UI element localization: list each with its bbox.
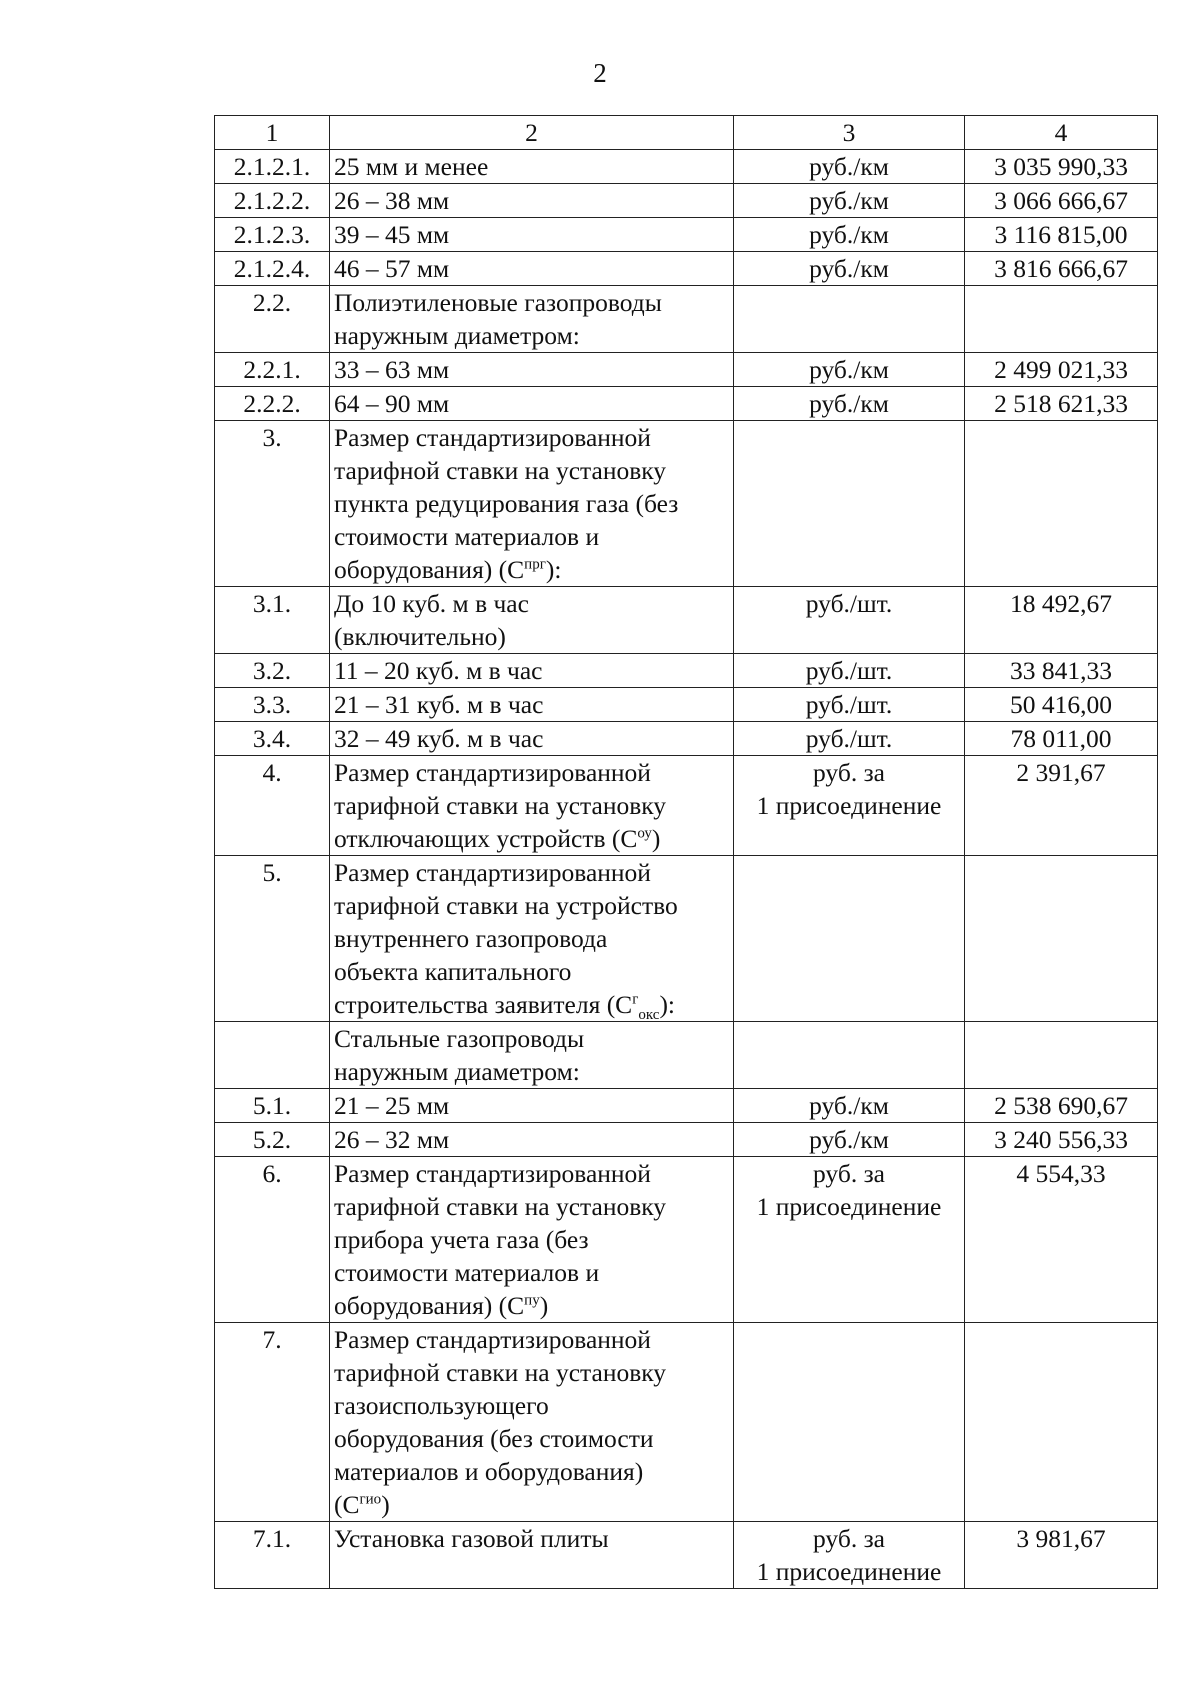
row-value (965, 1022, 1158, 1089)
row-description (330, 756, 734, 856)
row-number: 3.3. (215, 688, 330, 722)
row-number: 5.1. (215, 1089, 330, 1123)
row-unit: руб./шт. (734, 722, 965, 756)
formula-superscript: прг (524, 556, 546, 573)
description-line: пункта редуцирования газа (без (334, 489, 679, 518)
row-value: 3 981,67 (965, 1522, 1158, 1589)
row-number: 6. (215, 1157, 330, 1323)
row-number: 5.2. (215, 1123, 330, 1157)
column-header-1: 1 (215, 116, 330, 150)
row-unit (734, 856, 965, 1022)
row-value: 2 499 021,33 (965, 353, 1158, 387)
unit-line: 1 присоединение (756, 1192, 942, 1221)
column-header-2: 2 (330, 116, 734, 150)
row-number: 4. (215, 756, 330, 856)
table-row (215, 218, 1158, 252)
description-line: Полиэтиленовые газопроводы (334, 288, 662, 317)
table-row (215, 856, 1158, 1022)
row-number: 3.1. (215, 587, 330, 654)
description-line: стоимости материалов и (334, 522, 600, 551)
formula-subscript: окс (638, 1007, 660, 1024)
row-value: 2 391,67 (965, 756, 1158, 856)
row-number: 3.4. (215, 722, 330, 756)
description-line: строительства заявителя (С (334, 990, 633, 1019)
row-unit: руб./км (734, 184, 965, 218)
table-row (215, 150, 1158, 184)
row-unit: руб./км (734, 218, 965, 252)
row-unit: руб./шт. (734, 654, 965, 688)
formula-superscript: пу (524, 1292, 540, 1309)
row-number: 2.2.2. (215, 387, 330, 421)
description-line: тарифной ставки на установку (334, 1358, 667, 1387)
table-row (215, 286, 1158, 353)
unit-line: 1 присоединение (756, 791, 942, 820)
table-row (215, 756, 1158, 856)
row-unit: руб./км (734, 353, 965, 387)
table-row (215, 353, 1158, 387)
row-description: 39 – 45 мм (330, 218, 734, 252)
row-number: 2.1.2.2. (215, 184, 330, 218)
row-number: 3.2. (215, 654, 330, 688)
row-number: 2.1.2.3. (215, 218, 330, 252)
table-row (215, 252, 1158, 286)
row-description (330, 587, 734, 654)
formula-tail: ): (659, 990, 676, 1019)
formula-tail: ) (539, 1291, 549, 1320)
row-description (330, 1323, 734, 1522)
row-description: 11 – 20 куб. м в час (330, 654, 734, 688)
column-header-4: 4 (965, 116, 1158, 150)
tariff-table (214, 115, 1158, 1589)
description-line: Размер стандартизированной (334, 1325, 651, 1354)
row-description: Установка газовой плиты (330, 1522, 734, 1589)
row-unit (734, 756, 965, 856)
table-header-row (215, 116, 1158, 150)
column-header-3: 3 (734, 116, 965, 150)
table-row (215, 1323, 1158, 1522)
page-number: 2 (593, 58, 607, 88)
row-description: 64 – 90 мм (330, 387, 734, 421)
row-value (965, 1323, 1158, 1522)
row-number: 2.2.1. (215, 353, 330, 387)
description-line: прибора учета газа (без (334, 1225, 589, 1254)
table-row (215, 1022, 1158, 1089)
row-description: 46 – 57 мм (330, 252, 734, 286)
description-line: тарифной ставки на устройство (334, 891, 678, 920)
description-line: наружным диаметром: (334, 321, 580, 350)
row-unit: руб./км (734, 1089, 965, 1123)
row-description: 33 – 63 мм (330, 353, 734, 387)
table-row (215, 1522, 1158, 1589)
description-line: стоимости материалов и (334, 1258, 600, 1287)
row-description: 26 – 32 мм (330, 1123, 734, 1157)
row-value: 18 492,67 (965, 587, 1158, 654)
row-value (965, 286, 1158, 353)
description-line: Стальные газопроводы (334, 1024, 585, 1053)
row-number: 3. (215, 421, 330, 587)
description-line: Размер стандартизированной (334, 858, 651, 887)
formula-superscript: оу (637, 825, 652, 842)
row-number: 5. (215, 856, 330, 1022)
row-unit (734, 1157, 965, 1323)
row-description (330, 1157, 734, 1323)
row-description (330, 286, 734, 353)
row-value: 33 841,33 (965, 654, 1158, 688)
description-line: оборудования) (С (334, 555, 525, 584)
row-value: 3 816 666,67 (965, 252, 1158, 286)
formula-tail: ) (651, 824, 661, 853)
description-line: оборудования) (С (334, 1291, 525, 1320)
table-row (215, 688, 1158, 722)
table-row (215, 184, 1158, 218)
row-unit: руб./км (734, 252, 965, 286)
row-unit: руб./км (734, 387, 965, 421)
description-line: Размер стандартизированной (334, 423, 651, 452)
row-unit: руб./шт. (734, 587, 965, 654)
description-line: (С (334, 1490, 360, 1519)
row-number: 2.1.2.4. (215, 252, 330, 286)
row-description: 26 – 38 мм (330, 184, 734, 218)
row-value: 50 416,00 (965, 688, 1158, 722)
row-value: 3 116 815,00 (965, 218, 1158, 252)
table-row (215, 421, 1158, 587)
description-line: тарифной ставки на установку (334, 456, 667, 485)
row-unit (734, 1522, 965, 1589)
table-row (215, 1157, 1158, 1323)
description-line: тарифной ставки на установку (334, 1192, 667, 1221)
row-number: 2.1.2.1. (215, 150, 330, 184)
table-row (215, 722, 1158, 756)
row-unit (734, 286, 965, 353)
row-unit (734, 1022, 965, 1089)
row-description: 21 – 31 куб. м в час (330, 688, 734, 722)
formula-tail: ) (381, 1490, 390, 1519)
unit-line: руб. за (813, 758, 885, 787)
description-line: внутреннего газопровода (334, 924, 608, 953)
table-row (215, 654, 1158, 688)
unit-line: 1 присоединение (756, 1557, 942, 1586)
formula-tail: ): (545, 555, 562, 584)
table-row (215, 587, 1158, 654)
row-description: 25 мм и менее (330, 150, 734, 184)
row-value: 3 240 556,33 (965, 1123, 1158, 1157)
row-value: 3 035 990,33 (965, 150, 1158, 184)
row-unit: руб./шт. (734, 688, 965, 722)
row-value: 2 518 621,33 (965, 387, 1158, 421)
row-unit (734, 1323, 965, 1522)
formula-superscript: г (632, 991, 639, 1008)
row-value: 78 011,00 (965, 722, 1158, 756)
table-row (215, 1089, 1158, 1123)
row-number (215, 1022, 330, 1089)
table-row (215, 1123, 1158, 1157)
description-line: объекта капитального (334, 957, 572, 986)
description-line: Размер стандартизированной (334, 1159, 651, 1188)
row-description (330, 1022, 734, 1089)
description-line: наружным диаметром: (334, 1057, 580, 1086)
description-line: тарифной ставки на установку (334, 791, 667, 820)
description-line: отключающих устройств (С (334, 824, 638, 853)
row-value (965, 856, 1158, 1022)
row-unit: руб./км (734, 1123, 965, 1157)
row-value: 3 066 666,67 (965, 184, 1158, 218)
row-number: 7. (215, 1323, 330, 1522)
description-line: материалов и оборудования) (334, 1457, 644, 1486)
row-value: 2 538 690,67 (965, 1089, 1158, 1123)
row-value (965, 421, 1158, 587)
row-description: 32 – 49 куб. м в час (330, 722, 734, 756)
description-line: (включительно) (334, 622, 506, 651)
row-number: 7.1. (215, 1522, 330, 1589)
description-line: До 10 куб. м в час (334, 589, 529, 618)
row-value: 4 554,33 (965, 1157, 1158, 1323)
formula-superscript: гио (359, 1491, 382, 1508)
row-description (330, 856, 734, 1022)
row-description (330, 421, 734, 587)
table-row (215, 387, 1158, 421)
row-unit: руб./км (734, 150, 965, 184)
unit-line: руб. за (813, 1159, 885, 1188)
row-number: 2.2. (215, 286, 330, 353)
row-unit (734, 421, 965, 587)
description-line: Размер стандартизированной (334, 758, 651, 787)
unit-line: руб. за (813, 1524, 885, 1553)
description-line: оборудования (без стоимости (334, 1424, 654, 1453)
description-line: газоиспользующего (334, 1391, 549, 1420)
row-description: 21 – 25 мм (330, 1089, 734, 1123)
